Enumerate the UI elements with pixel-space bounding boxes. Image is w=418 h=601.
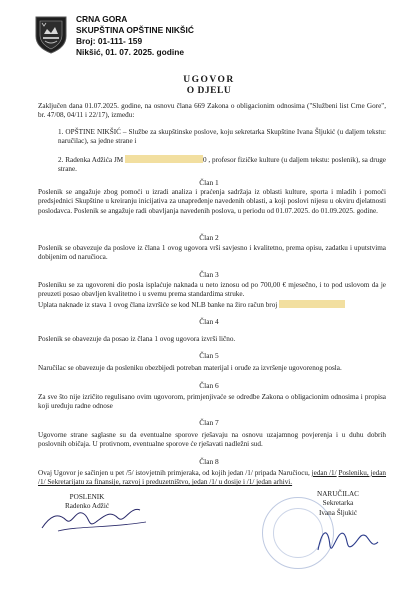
article-7-heading: Član 7 [199, 418, 219, 427]
signature-right-name: Ivana Šljukić [318, 508, 358, 517]
article-3-payment [38, 300, 386, 310]
article-6-text: Za sve što nije izričito regulisano ovim ugovorom, primjenjivaće se odredbe Zakona o obligacionim odnosima i propisa koji uređuju radne odnose [38, 393, 386, 411]
article-7-text: Ugovorne strane saglasne su da eventualne sporove rješavaju na osnovu uzajamnog povjerenja i u duhu dobrih poslovnih običaja. U protivnom, eventualne sporove će rješavati nadležni sud. [38, 431, 386, 449]
article-3-payment-text: Uplata naknade iz stava 1 ovog člana izvršiće se kod NLB banke na žiro račun broj [38, 301, 278, 309]
article-8-text-b: Posleniku, jedan /1/ Sekretarijatu za finansije, razvoj i preduzetništvo, jedan /1/ u dosije i /1/ jedan arhivi. [38, 469, 387, 487]
signature-right-role: NARUČILAC [317, 490, 359, 498]
article-8-text [38, 469, 386, 488]
article-6-heading: Član 6 [199, 381, 219, 390]
party-2-name: 2. Radenka Adžića JM [58, 156, 124, 164]
article-5-heading: Član 5 [199, 351, 219, 360]
org-assembly: SKUPŠTINA OPŠTINE NIKŠIĆ [76, 25, 194, 35]
party-2 [58, 155, 386, 175]
article-3-text: Posleniku se za ugovoreni dio posla isplaćuje naknada u neto iznosu od po 700,00 € mjesečno, i to pod uslovom da je preuzeti posao obavljen kvalitetno i u svemu prema standardima struke. [38, 281, 386, 299]
signature-right-title: Sekretarka [322, 499, 354, 508]
signature-left-handwriting [38, 498, 153, 536]
article-2-heading: Član 2 [199, 233, 219, 242]
signature-right-handwriting [312, 520, 382, 560]
article-4-text: Poslenik se obavezuje da posao iz člana 1 ovog ugovora izvrši lično. [38, 335, 236, 343]
org-country: CRNA GORA [76, 14, 128, 24]
party-2-rest: 0 , profesor fizičke kulture (u daljem tekstu: poslenik), sa druge strane. [58, 156, 386, 174]
document-number: Broj: 01-111- 159 [76, 36, 143, 46]
coat-of-arms-icon [33, 14, 69, 54]
signature-right [298, 490, 378, 518]
redacted-account [279, 300, 345, 308]
signature-left-role: POSLENIK [69, 493, 105, 501]
document-title: UGOVOR [183, 75, 235, 85]
article-3-heading: Član 3 [199, 270, 219, 279]
place-date: Nikšić, 01. 07. 2025. godine [76, 47, 184, 57]
party-1: 1. OPŠTINE NIKŠIĆ – Službe za skupštinske poslove, koju sekretarka Skupštine Ivana Šljukić (u daljem tekstu: naručilac), sa jedne strane i [58, 128, 386, 146]
signature-left-name: Radenko Adžić [64, 502, 110, 511]
intro-paragraph: Zaključen dana 01.07.2025. godine, na osnovu člana 669 Zakona o obligacionim odnosima ("Službeni list Crne Gore", br. 47/08, 04/11 i 22/17), između: [38, 102, 386, 120]
article-8-text-underlined: jedan /1/ [311, 469, 337, 477]
document-header [76, 14, 194, 58]
article-8-text-a: Ovaj Ugovor je sačinjen u pet /5/ istovjetnih primjeraka, od kojih jedan /1/ pripada Naručiocu, [38, 469, 312, 477]
article-5-text: Naručilac se obavezuje da posleniku obezbijedi potreban materijal i oruđe za izvršenje ugovorenog posla. [38, 364, 342, 372]
article-4-heading: Član 4 [199, 317, 219, 326]
document-subtitle: O DJELU [186, 86, 232, 96]
redacted-jmbg [125, 155, 203, 163]
article-1-heading: Član 1 [199, 178, 219, 187]
article-2-text: Poslenik se obavezuje da poslove iz člana 1 ovog ugovora vrši savjesno i kvalitetno, prema opisu, zadatku i uputstvima dobijenim od naručioca. [38, 244, 386, 262]
article-8-heading: Član 8 [199, 457, 219, 466]
article-1-text: Poslenik se angažuje zbog pomoći u izradi analiza i praćenja sadržaja iz oblasti kulture, sporta i mladih i pomoći predsjednici Skupštine u kreiranju inicijativa za unapređenje navedenih oblasti, a koji poslovi nijesu u okviru djelatnosti poslodavca. Poslenik se angažuje radi obavljanja navedenih poslova, u periodu od 01.07.2025. do 01.09.2025. godine. [38, 188, 386, 215]
